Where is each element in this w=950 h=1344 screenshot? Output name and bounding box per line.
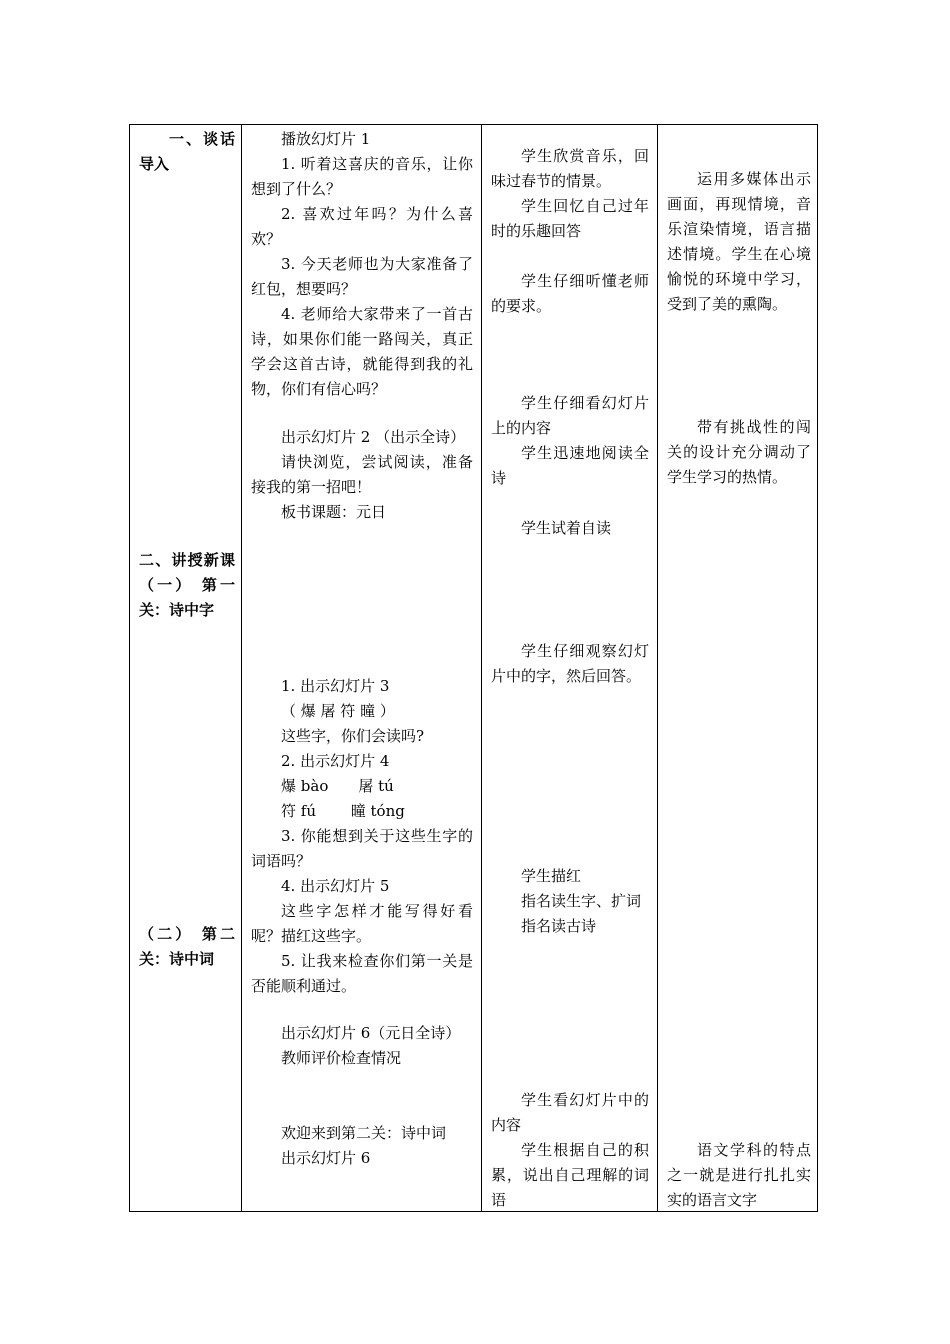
intent-block-multimedia: 运用多媒体出示画面，再现情境，音乐渲染情境，语言描述情境。学生在心境愉悦的环境中学习，受到了美的熏陶。 [667,170,811,313]
intent-block-language: 语文学科的特点之一就是进行扎扎实实的语言文字 [667,1141,811,1209]
student-block-observe: 学生仔细观察幻灯片中的字，然后回答。 [491,642,649,685]
design-intent-column [658,125,819,1211]
stage-new-lesson: 二、讲授新课（一） 第一关：诗中字 [139,551,235,619]
lesson-plan-table [129,124,818,1212]
teacher-block-slide2: 出示幻灯片 2 （出示全诗） 请快浏览，尝试阅读，准备接我的第一招吧！ 板书课题：元日 [251,428,473,521]
stage-intro: 一、谈话导入 [139,130,235,173]
stage-poem-words: （二） 第二关：诗中词 [139,925,235,968]
student-block-words: 学生看幻灯片中的内容 学生根据自己的积累，说出自己理解的词语 [491,1091,649,1209]
teacher-block-intro: 播放幻灯片 1 1. 听着这喜庆的音乐，让你想到了什么？ 2. 喜欢过年吗？为什么喜欢？ 3. 今天老师也为大家准备了红包，想要吗？ 4. 老师给大家带来了一首古诗，如果你们能一路闯关，真正学会这首古诗，就能得到我的礼物，你们有信心吗？ [251,130,473,398]
student-block-reading: 学生仔细看幻灯片上的内容 学生迅速地阅读全诗 学生试着自读 [491,394,649,537]
teacher-block-characters: 1. 出示幻灯片 3 （ 爆 屠 符 曈 ） 这些字，你们会读吗? 2. 出示幻灯片 4 爆 bào 屠 tú 符 fú 曈 tóng 3. 你能想到关于这些生字的词语吗？ 4. 出示幻灯片 5 这些字怎样才能写得好看呢？描红这些字。 5. 让我来检查你们第一关是否能顺利通过。 [251,677,473,995]
student-activity-column [482,125,657,1211]
intent-block-challenge: 带有挑战性的闯关的设计充分调动了学生学习的热情。 [667,418,811,486]
teacher-block-slide6: 出示幻灯片 6（元日全诗） 教师评价检查情况 [281,1024,461,1067]
stage-column [130,125,241,1211]
teacher-activity-column [242,125,481,1211]
student-block-intro: 学生欣赏音乐，回味过春节的情景。 学生回忆自己过年时的乐趣回答 学生仔细听懂老师的要求。 [491,147,649,315]
student-block-practice: 学生描红 指名读生字、扩词 指名读古诗 [521,867,642,935]
teacher-block-level2: 欢迎来到第二关：诗中词 出示幻灯片 6 [281,1124,447,1167]
